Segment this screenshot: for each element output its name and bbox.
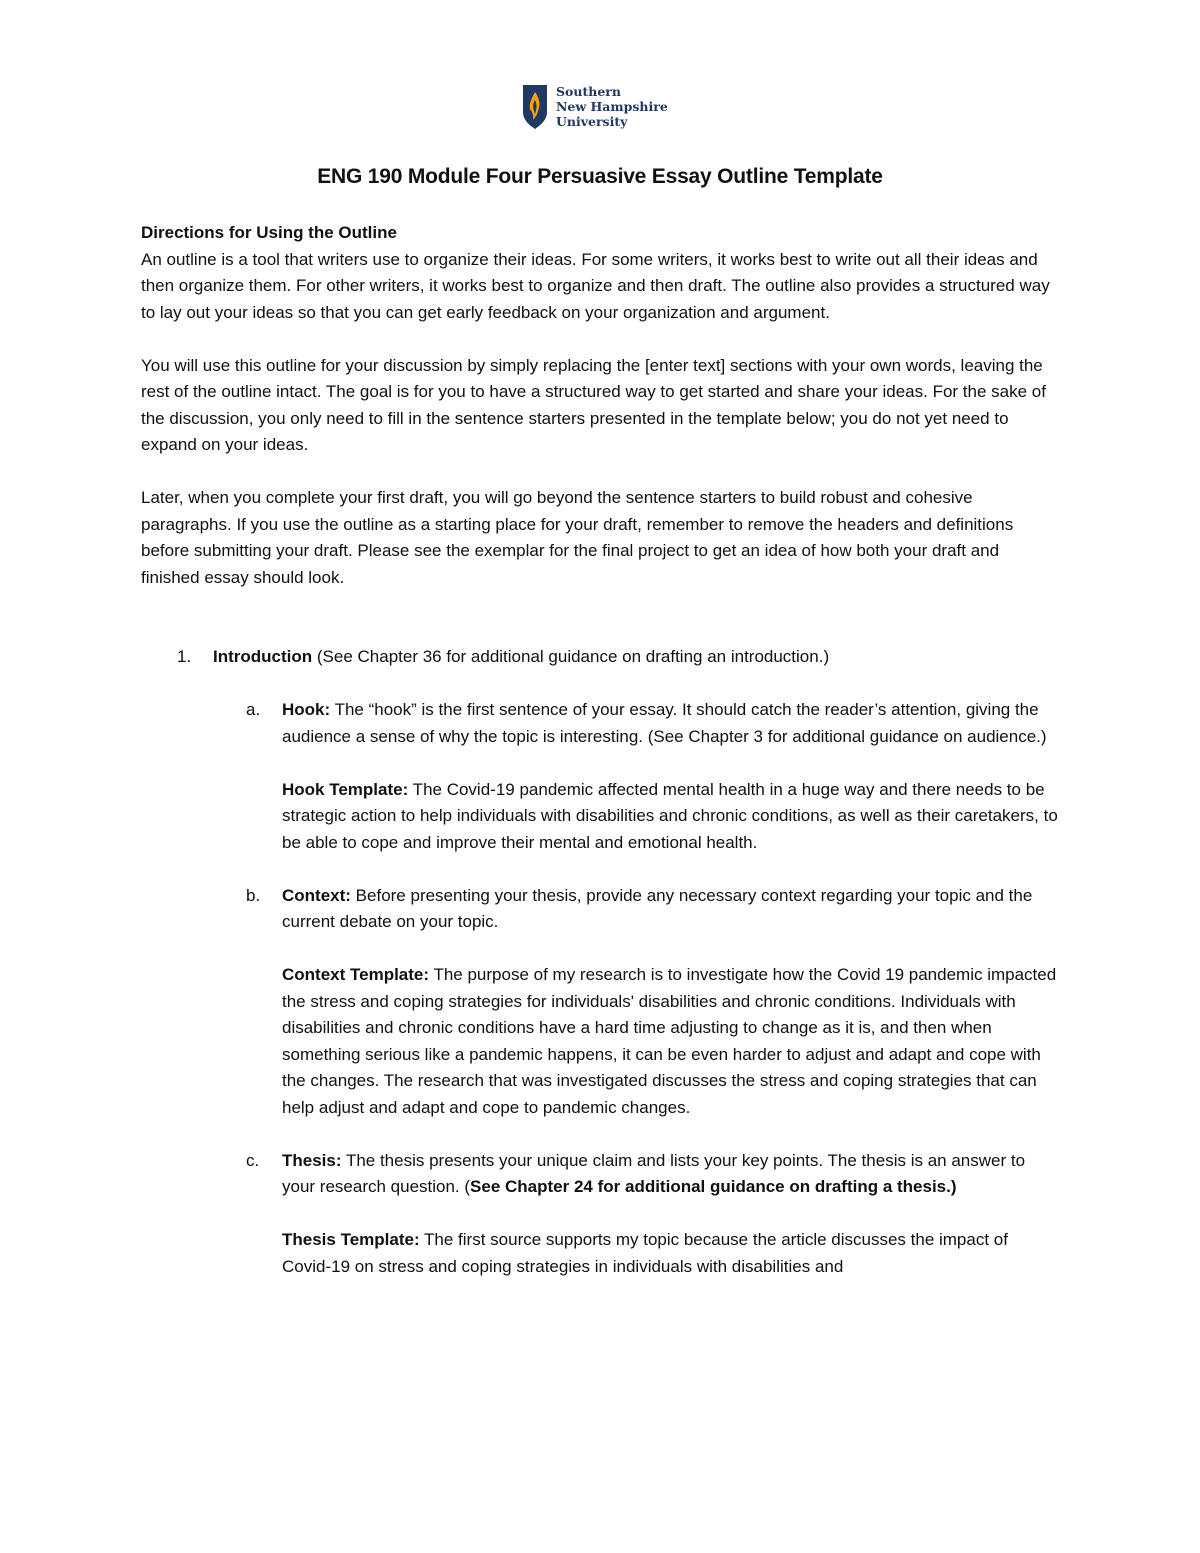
directions-heading: Directions for Using the Outline bbox=[141, 223, 397, 242]
hook-template-label: Hook Template: bbox=[282, 779, 409, 799]
outline-item-thesis bbox=[141, 1148, 1061, 1201]
document-body bbox=[141, 220, 1061, 1280]
directions-paragraph-3: Later, when you complete your first draft, you will go beyond the sentence starters to build robust and cohesive paragraphs. If you use the outline as a starting place for your draft, remember to remove the headers and definitions before submitting your draft. Please see the exemplar for the final project to get an idea of how both your draft and finished essay should look. bbox=[141, 488, 1014, 587]
list-number: 1. bbox=[177, 647, 192, 666]
outline-item-hook bbox=[141, 697, 1061, 750]
logo-line-1: Southern bbox=[556, 84, 621, 99]
list-letter: c. bbox=[246, 1150, 260, 1170]
outline-item-context bbox=[141, 883, 1061, 936]
thesis-template bbox=[141, 1227, 1061, 1280]
hook-description: The “hook” is the first sentence of your essay. It should catch the reader’s attention, giving the audience a sense of why the topic is interesting. (See Chapter 3 for additional guidance on audience.) bbox=[282, 700, 1047, 746]
snhu-logo bbox=[522, 84, 697, 134]
hook-template bbox=[141, 777, 1061, 857]
thesis-description: The thesis presents your unique claim and lists your key points. The thesis is an answer to your research question. ( bbox=[282, 1150, 1026, 1196]
thesis-template-text: The first source supports my topic because the article discusses the impact of Covid-19 on stress and coping strategies in individuals with disabilities and bbox=[282, 1230, 1008, 1276]
logo-line-2: New Hampshire bbox=[556, 99, 668, 114]
directions-paragraph-1: An outline is a tool that writers use to organize their ideas. For some writers, it works best to write out all their ideas and then organize them. For other writers, it works best to organize and then draft. The outline also provides a structured way to lay out your ideas so that you can get early feedback on your organization and argument. bbox=[141, 249, 1050, 322]
logo-wordmark bbox=[556, 84, 668, 129]
outline-item-introduction bbox=[141, 644, 1061, 671]
thesis-label: Thesis: bbox=[282, 1150, 342, 1170]
document-title: ENG 190 Module Four Persuasive Essay Outline Template bbox=[317, 165, 883, 188]
introduction-note: (See Chapter 36 for additional guidance on drafting an introduction.) bbox=[312, 647, 830, 666]
context-label: Context: bbox=[282, 885, 351, 905]
thesis-template-label: Thesis Template: bbox=[282, 1230, 420, 1249]
logo-line-3: University bbox=[556, 114, 628, 129]
hook-label: Hook: bbox=[282, 700, 331, 719]
context-template-text: The purpose of my research is to investigate how the Covid 19 pandemic impacted the stress and coping strategies for individuals' disabilities and chronic conditions. Individuals with disabilities and chronic conditions have a hard time adjusting to change as it is, and then when something serious like a pandemic happens, it can be even harder to adjust and adapt and cope with the changes. The research that was investigated discusses the stress and coping strategies that can help adjust and adapt and cope to pandemic changes. bbox=[282, 965, 1057, 1117]
introduction-label: Introduction bbox=[213, 647, 313, 666]
context-template-label: Context Template: bbox=[282, 965, 430, 984]
thesis-chapter-note: See Chapter 24 for additional guidance on drafting a thesis.) bbox=[470, 1177, 957, 1196]
list-letter: b. bbox=[246, 885, 261, 905]
shield-flame-icon bbox=[522, 84, 548, 130]
hook-template-text: The Covid-19 pandemic affected mental health in a huge way and there needs to be strategic action to help individuals with disabilities and chronic conditions, as well as their caretakers, to be able to cope and improve their mental and emotional health. bbox=[282, 779, 1058, 852]
directions-paragraph-2: You will use this outline for your discussion by simply replacing the [enter text] sections with your own words, leaving the rest of the outline intact. The goal is for you to have a structured way to get started and share your ideas. For the sake of the discussion, you only need to fill in the sentence starters presented in the template below; you do not yet need to expand on your ideas. bbox=[141, 355, 1046, 454]
list-letter: a. bbox=[246, 700, 261, 719]
context-description: Before presenting your thesis, provide any necessary context regarding your topic and the current debate on your topic. bbox=[282, 885, 1033, 931]
context-template bbox=[141, 962, 1061, 1121]
